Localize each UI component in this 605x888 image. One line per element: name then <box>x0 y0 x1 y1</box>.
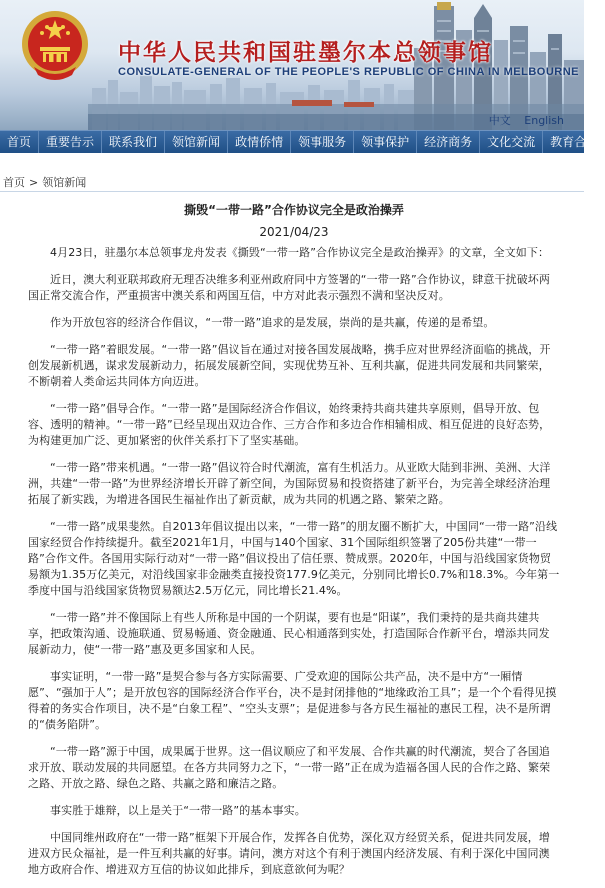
article-paragraph: 事实胜于雄辩，以上是关于“一带一路”的基本事实。 <box>50 804 306 817</box>
breadcrumb <box>0 175 584 192</box>
article-paragraph: “一带一路”源于中国，成果属于世界。这一倡议顺应了和平发展、合作共赢的时代潮流，契合了各国追求开放、联动发展的共同愿望。在各方共同努力之下，“一带一路”正在成为造福各国人民的合作之路、繁荣之路、开放之路、绿色之路、共赢之路和廉洁之路。 <box>28 745 551 790</box>
article-paragraph: 事实证明，“一带一路”是契合参与各方实际需要、广受欢迎的国际公共产品，决不是中方“一厢情愿”、“强加于人”；是开放包容的国际经济合作平台，决不是封闭排他的“地缘政治工具”；是一个个看得见摸得着的务实合作项目，决不是“白象工程”、“空头支票”；是促进参与各方民生福祉的惠民工程，决不是所谓的“债务陷阱”。 <box>28 670 557 731</box>
breadcrumb-current-link[interactable]: 领馆新闻 <box>42 176 87 189</box>
nav-item-contact[interactable]: 联系我们 <box>102 131 165 153</box>
article-paragraph: “一带一路”成果斐然。自2013年倡议提出以来，“一带一路”的朋友圈不断扩大，中国同“一带一路”沿线国家经贸合作持续提升。截至2021年1月，中国与140个国家、31个国际组织签署了205份共建“一带一路”合作文件。各国用实际行动对“一带一路”倡议投出了信任票、赞成票。2020年，中国与沿线国家货物贸易额为1.35万亿美元，对沿线国家非金融类直接投资177.9亿美元，分别同比增长0.7%和18.3%。今年第一季度中国与沿线国家货物贸易额达2.5万亿元，同比增长21.4%。 <box>28 520 560 597</box>
site-subtitle: CONSULATE-GENERAL OF THE PEOPLE'S REPUBLIC OF CHINA IN MELBOURNE <box>118 66 579 78</box>
article-paragraph: 近日，澳大利亚联邦政府无理否决维多利亚州政府同中方签署的“一带一路”合作协议，肆意干扰破坏两国正常交流合作，严重损害中澳关系和两国互信，中方对此表示强烈不满和坚决反对。 <box>28 273 550 302</box>
site-title: 中华人民共和国驻墨尔本总领事馆 <box>118 40 493 66</box>
nav-spacer <box>0 153 584 175</box>
language-switcher <box>479 112 564 128</box>
article-paragraph: “一带一路”带来机遇。“一带一路”倡议符合时代潮流，富有生机活力。从亚欧大陆到非洲、美洲、大洋洲，共建“一带一路”为世界经济增长开辟了新空间，为国际贸易和投资搭建了新平台，为完善全球经济治理拓展了新实践，为增进各国民生福祉作出了新贡献，成为共同的机遇之路、繁荣之路。 <box>28 461 551 506</box>
article-paragraph: “一带一路”倡导合作。“一带一路”是国际经济合作倡议，始终秉持共商共建共享原则，倡导开放、包容、透明的精神。“一带一路”已经呈现出双边合作、三方合作和多边合作相辅相成、相互促进的良好态势，为构建更加广泛、更加紧密的伙伴关系打下了坚实基础。 <box>28 402 551 447</box>
nav-item-consular-services[interactable]: 领事服务 <box>291 131 354 153</box>
lang-chinese-link[interactable]: 中文 <box>488 114 511 127</box>
article-body <box>28 245 560 878</box>
article <box>0 201 584 878</box>
breadcrumb-home-link[interactable]: 首页 <box>3 176 25 189</box>
nav-item-politics[interactable]: 政情侨情 <box>228 131 291 153</box>
nav-item-home[interactable]: 首页 <box>0 131 39 153</box>
nav-item-consular-protection[interactable]: 领事保护 <box>354 131 417 153</box>
nav-item-economy[interactable]: 经济商务 <box>417 131 480 153</box>
nav-item-news[interactable]: 领馆新闻 <box>165 131 228 153</box>
article-paragraph: 4月23日，驻墨尔本总领事龙舟发表《撕毁“一带一路”合作协议完全是政治操弄》的文章，全文如下： <box>50 246 550 259</box>
main-nav <box>0 130 599 153</box>
nav-item-education[interactable]: 教育合作 <box>550 135 599 149</box>
article-date: 2021/04/23 <box>259 225 329 239</box>
article-paragraph: “一带一路”并不像国际上有些人所称是中国的一个阴谋，要有也是“阳谋”，我们秉持的是共商共建共享，把政策沟通、设施联通、贸易畅通、资金融通、民心相通落到实处，打造国际合作新平台，增添共同发展新动力，使“一带一路”惠及更多国家和人民。 <box>28 611 550 656</box>
article-title: 撕毁“一带一路”合作协议完全是政治操弄 <box>184 203 404 217</box>
breadcrumb-separator: > <box>29 176 39 189</box>
article-paragraph: 作为开放包容的经济合作倡议，“一带一路”追求的是发展，崇尚的是共赢，传递的是希望。 <box>50 316 495 329</box>
header-banner <box>0 0 584 130</box>
national-emblem-icon <box>20 9 90 83</box>
nav-item-culture[interactable]: 文化交流 <box>480 131 543 153</box>
article-paragraph: 中国同维州政府在“一带一路”框架下开展合作，发挥各自优势，深化双方经贸关系，促进共同发展，增进双方民众福祉，是一件互利共赢的好事。请问，澳方对这个有利于澳国内经济发展、有利于深化中国同澳地方政府合作、增进双方互信的协议如此排斥，到底意欲何为呢？ <box>28 831 550 876</box>
article-paragraph: “一带一路”着眼发展。“一带一路”倡议旨在通过对接各国发展战略，携手应对世界经济面临的挑战，开创发展新机遇，谋求发展新动力，拓展发展新空间，实现优势互补、互利共赢，促进共同发展和共同繁荣，不断朝着人类命运共同体方向迈进。 <box>28 343 551 388</box>
nav-item-notices[interactable]: 重要告示 <box>39 131 102 153</box>
lang-english-link[interactable]: English <box>524 114 564 127</box>
